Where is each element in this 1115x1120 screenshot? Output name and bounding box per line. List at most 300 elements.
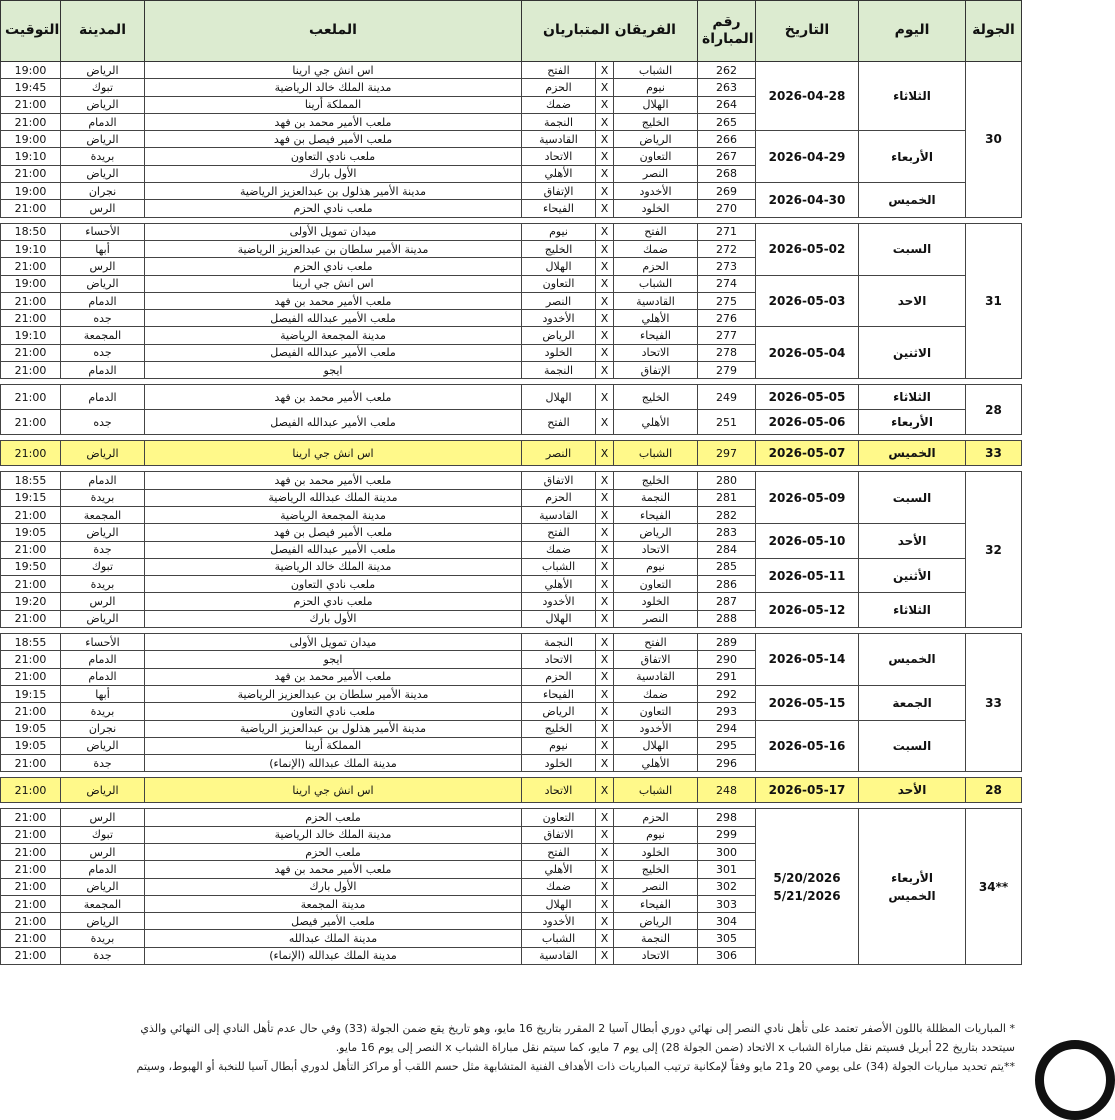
match-stadium: ملعب الأمير محمد بن فهد (145, 472, 522, 489)
versus-mark: X (596, 558, 614, 575)
versus-mark: X (596, 826, 614, 843)
footnote-3: **يتم تحديد مباريات الجولة (34) على يومي 20 و21 مايو وفقاً لإمكانية ترتيب المباريات ذات الأهداف الفنية المتشابهة مثل حسم اللقب أو مراكز التأهل لدوري أبطال آسيا للنخبة أو الهبوط، وسيتم (136, 1060, 1015, 1073)
match-time: 21:00 (1, 292, 61, 309)
home-team: الهلال (614, 96, 698, 113)
match-time: 18:55 (1, 634, 61, 651)
home-team: القادسية (614, 292, 698, 309)
match-day (859, 183, 966, 218)
match-time: 21:00 (1, 165, 61, 182)
match-stadium: مدينة الملك خالد الرياضية (145, 558, 522, 575)
home-team: الشباب (614, 275, 698, 292)
match-number: 297 (698, 441, 756, 466)
away-team: الهلال (522, 610, 596, 627)
match-stadium: مدينة الملك عبدالله (الإنماء) (145, 947, 522, 964)
match-date-line: 5/20/2026 (773, 870, 841, 885)
match-number: 294 (698, 720, 756, 737)
match-city: بريدة (61, 148, 145, 165)
match-time: 19:15 (1, 489, 61, 506)
away-team: الأهلي (522, 576, 596, 593)
match-time: 21:00 (1, 895, 61, 912)
home-team: الأخدود (614, 720, 698, 737)
match-row (1, 183, 1022, 200)
match-time: 21:00 (1, 113, 61, 130)
match-city: الرياض (61, 165, 145, 182)
match-number: 277 (698, 327, 756, 344)
match-number: 268 (698, 165, 756, 182)
match-time: 21:00 (1, 258, 61, 275)
match-date-line: 2026-05-09 (768, 490, 846, 505)
away-team: الاتحاد (522, 778, 596, 803)
match-date (756, 223, 859, 275)
match-row (1, 634, 1022, 651)
versus-mark: X (596, 755, 614, 772)
match-stadium: ملعب نادي التعاون (145, 576, 522, 593)
match-city: الرياض (61, 778, 145, 803)
match-number: 288 (698, 610, 756, 627)
match-city: المجمعة (61, 506, 145, 523)
match-date (756, 720, 859, 772)
match-number: 304 (698, 913, 756, 930)
match-stadium: اس انش جي ارينا (145, 778, 522, 803)
match-stadium: ايجو (145, 362, 522, 379)
home-team: الحزم (614, 258, 698, 275)
match-date-line: 2026-05-11 (768, 568, 846, 583)
match-number: 290 (698, 651, 756, 668)
away-team: ضمك (522, 96, 596, 113)
match-city: جده (61, 344, 145, 361)
home-team: الخلود (614, 843, 698, 860)
match-stadium: ملعب الأمير فيصل بن فهد (145, 131, 522, 148)
match-time: 21:00 (1, 506, 61, 523)
match-time: 21:00 (1, 809, 61, 826)
match-stadium: اس انش جي ارينا (145, 62, 522, 79)
home-team: الحزم (614, 809, 698, 826)
home-team: الأخدود (614, 183, 698, 200)
match-city: الرس (61, 843, 145, 860)
away-team: النجمة (522, 362, 596, 379)
match-city: بريدة (61, 489, 145, 506)
away-team: الأهلي (522, 165, 596, 182)
versus-mark: X (596, 79, 614, 96)
match-number: 281 (698, 489, 756, 506)
match-stadium: ملعب الأمير عبدالله الفيصل (145, 410, 522, 435)
match-stadium: ملعب نادي الحزم (145, 593, 522, 610)
match-stadium: مدينة المجمعة (145, 895, 522, 912)
match-city: الرياض (61, 610, 145, 627)
match-city: بريدة (61, 930, 145, 947)
home-team: الخليج (614, 861, 698, 878)
header-day: اليوم (859, 1, 966, 62)
match-date (756, 183, 859, 218)
away-team: الأخدود (522, 593, 596, 610)
away-team: الأهلي (522, 861, 596, 878)
match-city: بريدة (61, 576, 145, 593)
away-team: نيوم (522, 737, 596, 754)
home-team: الهلال (614, 737, 698, 754)
match-day-line: الأربعاء (891, 149, 933, 164)
away-team: النجمة (522, 634, 596, 651)
match-city: جده (61, 310, 145, 327)
versus-mark: X (596, 96, 614, 113)
away-team: الفيحاء (522, 200, 596, 217)
home-team: الخليج (614, 385, 698, 410)
match-city: الدمام (61, 668, 145, 685)
match-stadium: الأول بارك (145, 610, 522, 627)
match-time: 21:00 (1, 755, 61, 772)
match-stadium: مدينة الأمير سلطان بن عبدالعزيز الرياضية (145, 240, 522, 257)
match-date (756, 685, 859, 720)
match-day (859, 385, 966, 410)
versus-mark: X (596, 930, 614, 947)
match-date-line: 2026-05-05 (768, 390, 846, 405)
away-team: التعاون (522, 275, 596, 292)
away-team: الفتح (522, 524, 596, 541)
away-team: الفتح (522, 843, 596, 860)
away-team: الخلود (522, 755, 596, 772)
match-stadium: ملعب الحزم (145, 809, 522, 826)
match-date-line: 2026-05-03 (768, 294, 846, 308)
versus-mark: X (596, 385, 614, 410)
away-team: نيوم (522, 223, 596, 240)
match-stadium: مدينة الملك خالد الرياضية (145, 79, 522, 96)
versus-mark: X (596, 441, 614, 466)
home-team: الشباب (614, 441, 698, 466)
match-stadium: ميدان تمويل الأولى (145, 634, 522, 651)
match-city: الرياض (61, 62, 145, 79)
match-city: الرياض (61, 524, 145, 541)
match-stadium: مدينة الملك عبدالله الرياضية (145, 489, 522, 506)
round-number: 33 (966, 441, 1022, 466)
match-city: أبها (61, 685, 145, 702)
home-team: الاتحاد (614, 344, 698, 361)
home-team: الفتح (614, 634, 698, 651)
match-number: 266 (698, 131, 756, 148)
match-number: 279 (698, 362, 756, 379)
match-time: 19:00 (1, 62, 61, 79)
away-team: الحزم (522, 489, 596, 506)
versus-mark: X (596, 410, 614, 435)
match-time: 21:00 (1, 310, 61, 327)
away-team: القادسية (522, 947, 596, 964)
match-time: 18:50 (1, 223, 61, 240)
versus-mark: X (596, 685, 614, 702)
match-date (756, 62, 859, 131)
versus-mark: X (596, 200, 614, 217)
match-city: نجران (61, 720, 145, 737)
home-team: الأهلي (614, 410, 698, 435)
home-team: النصر (614, 610, 698, 627)
match-stadium: الأول بارك (145, 165, 522, 182)
away-team: الشباب (522, 558, 596, 575)
match-date (756, 558, 859, 593)
match-day (859, 441, 966, 466)
match-day-line: السبت (892, 490, 932, 505)
versus-mark: X (596, 240, 614, 257)
home-team: التعاون (614, 703, 698, 720)
match-time: 21:00 (1, 344, 61, 361)
match-time: 21:00 (1, 861, 61, 878)
versus-mark: X (596, 489, 614, 506)
home-team: نيوم (614, 79, 698, 96)
match-day-line: الجمعة (892, 695, 932, 710)
versus-mark: X (596, 861, 614, 878)
header-time: التوقيت (1, 1, 61, 62)
match-row (1, 558, 1022, 575)
match-time: 19:00 (1, 183, 61, 200)
match-time: 21:00 (1, 651, 61, 668)
match-city: الرس (61, 258, 145, 275)
match-time: 18:55 (1, 472, 61, 489)
match-row (1, 410, 1022, 435)
match-row (1, 593, 1022, 610)
match-stadium: ملعب الأمير محمد بن فهد (145, 668, 522, 685)
match-city: الرس (61, 809, 145, 826)
match-number: 291 (698, 668, 756, 685)
match-time: 19:15 (1, 685, 61, 702)
away-team: القادسية (522, 131, 596, 148)
match-number: 263 (698, 79, 756, 96)
match-stadium: مدينة الأمير سلطان بن عبدالعزيز الرياضية (145, 685, 522, 702)
match-stadium: مدينة الأمير هذلول بن عبدالعزيز الرياضية (145, 183, 522, 200)
match-stadium: ايجو (145, 651, 522, 668)
home-team: القادسية (614, 668, 698, 685)
match-number: 299 (698, 826, 756, 843)
match-time: 21:00 (1, 576, 61, 593)
match-city: الدمام (61, 113, 145, 130)
match-city: الرياض (61, 96, 145, 113)
match-date-line: 2026-05-04 (768, 345, 846, 360)
match-stadium: ملعب نادي التعاون (145, 703, 522, 720)
match-stadium: ملعب الأمير محمد بن فهد (145, 861, 522, 878)
away-team: الأخدود (522, 310, 596, 327)
home-team: الفتح (614, 223, 698, 240)
match-row (1, 778, 1022, 803)
match-number: 298 (698, 809, 756, 826)
match-day (859, 593, 966, 628)
match-time: 19:05 (1, 720, 61, 737)
match-number: 276 (698, 310, 756, 327)
match-date-line: 2026-05-07 (768, 446, 846, 461)
match-stadium: ملعب نادي الحزم (145, 200, 522, 217)
home-team: ضمك (614, 240, 698, 257)
match-row (1, 223, 1022, 240)
versus-mark: X (596, 668, 614, 685)
match-city: الرس (61, 593, 145, 610)
match-date-line: 2026-04-30 (768, 192, 846, 207)
match-number: 286 (698, 576, 756, 593)
match-time: 19:20 (1, 593, 61, 610)
header-match-number-line2: المباراة (702, 31, 754, 47)
match-row (1, 327, 1022, 344)
match-city: جده (61, 410, 145, 435)
match-time: 19:45 (1, 79, 61, 96)
home-team: الإتفاق (614, 362, 698, 379)
match-date-line: 2026-04-28 (768, 89, 846, 104)
match-stadium: ملعب الأمير محمد بن فهد (145, 113, 522, 130)
match-number: 248 (698, 778, 756, 803)
match-time: 19:10 (1, 240, 61, 257)
home-team: نيوم (614, 558, 698, 575)
match-time: 21:00 (1, 778, 61, 803)
home-team: الخليج (614, 113, 698, 130)
match-number: 272 (698, 240, 756, 257)
match-city: بريدة (61, 703, 145, 720)
versus-mark: X (596, 165, 614, 182)
match-number: 270 (698, 200, 756, 217)
match-number: 275 (698, 292, 756, 309)
match-day-line: الأحد (897, 534, 927, 549)
header-round: الجولة (966, 1, 1022, 62)
match-date-line: 5/21/2026 (773, 888, 841, 903)
match-time: 21:00 (1, 385, 61, 410)
match-day (859, 62, 966, 131)
home-team: الفيحاء (614, 327, 698, 344)
away-team: التعاون (522, 809, 596, 826)
home-team: الخليج (614, 472, 698, 489)
round-number: 28 (966, 778, 1022, 803)
away-team: الشباب (522, 930, 596, 947)
match-stadium: ملعب الأمير محمد بن فهد (145, 292, 522, 309)
match-city: الدمام (61, 292, 145, 309)
away-team: القادسية (522, 506, 596, 523)
away-team: الأخدود (522, 913, 596, 930)
match-date (756, 131, 859, 183)
match-number: 267 (698, 148, 756, 165)
versus-mark: X (596, 292, 614, 309)
header-match-number-line1: رقم (712, 13, 741, 30)
home-team: الفيحاء (614, 506, 698, 523)
match-city: الأحساء (61, 634, 145, 651)
match-stadium: مدينة الملك خالد الرياضية (145, 826, 522, 843)
match-stadium: ميدان تمويل الأولى (145, 223, 522, 240)
match-number: 278 (698, 344, 756, 361)
home-team: النجمة (614, 489, 698, 506)
away-team: الخليج (522, 240, 596, 257)
match-city: تبوك (61, 79, 145, 96)
home-team: الرياض (614, 131, 698, 148)
round-number: 34** (966, 809, 1022, 965)
match-number: 249 (698, 385, 756, 410)
match-row (1, 441, 1022, 466)
match-city: تبوك (61, 826, 145, 843)
match-day-line: الخميس (888, 652, 936, 667)
match-time: 19:00 (1, 131, 61, 148)
away-team: النصر (522, 292, 596, 309)
home-team: التعاون (614, 148, 698, 165)
away-team: النصر (522, 441, 596, 466)
match-time: 19:00 (1, 275, 61, 292)
home-team: الخلود (614, 200, 698, 217)
match-city: الرياض (61, 275, 145, 292)
match-number: 303 (698, 895, 756, 912)
home-team: التعاون (614, 576, 698, 593)
match-date-line: 2026-05-06 (768, 415, 846, 430)
match-time: 19:05 (1, 524, 61, 541)
round-number: 30 (966, 62, 1022, 218)
match-city: الدمام (61, 861, 145, 878)
versus-mark: X (596, 809, 614, 826)
home-team: الاتفاق (614, 651, 698, 668)
versus-mark: X (596, 223, 614, 240)
match-day (859, 778, 966, 803)
corner-logo-ring (1035, 1040, 1115, 1120)
match-number: 251 (698, 410, 756, 435)
match-date (756, 634, 859, 686)
versus-mark: X (596, 947, 614, 964)
match-day-line: الأثنين (892, 568, 932, 583)
versus-mark: X (596, 593, 614, 610)
versus-mark: X (596, 362, 614, 379)
away-team: النجمة (522, 113, 596, 130)
match-stadium: ملعب نادي التعاون (145, 148, 522, 165)
away-team: الاتفاق (522, 472, 596, 489)
match-time: 21:00 (1, 610, 61, 627)
match-city: الرياض (61, 913, 145, 930)
match-row (1, 385, 1022, 410)
versus-mark: X (596, 913, 614, 930)
match-day (859, 472, 966, 524)
footnotes (0, 1019, 1021, 1073)
home-team: الشباب (614, 778, 698, 803)
match-number: 300 (698, 843, 756, 860)
match-time: 19:10 (1, 148, 61, 165)
away-team: الحزم (522, 668, 596, 685)
match-time: 21:00 (1, 668, 61, 685)
match-time: 21:00 (1, 913, 61, 930)
match-city: الرياض (61, 441, 145, 466)
match-number: 296 (698, 755, 756, 772)
match-stadium: ملعب الأمير عبدالله الفيصل (145, 541, 522, 558)
match-number: 293 (698, 703, 756, 720)
match-date-line: 2026-05-02 (768, 242, 846, 257)
match-city: الأحساء (61, 223, 145, 240)
match-number: 301 (698, 861, 756, 878)
away-team: الخليج (522, 720, 596, 737)
versus-mark: X (596, 62, 614, 79)
versus-mark: X (596, 327, 614, 344)
versus-mark: X (596, 524, 614, 541)
match-stadium: ملعب الأمير عبدالله الفيصل (145, 344, 522, 361)
away-team: الهلال (522, 258, 596, 275)
match-day-line: الثلاثاء (893, 603, 931, 618)
match-day-line: الأربعاء (891, 870, 933, 885)
match-time: 21:00 (1, 441, 61, 466)
match-date (756, 275, 859, 327)
match-time: 21:00 (1, 843, 61, 860)
away-team: الهلال (522, 385, 596, 410)
match-stadium: مدينة الملك عبدالله (الإنماء) (145, 755, 522, 772)
match-number: 283 (698, 524, 756, 541)
match-row (1, 720, 1022, 737)
home-team: الرياض (614, 913, 698, 930)
match-date (756, 593, 859, 628)
match-city: نجران (61, 183, 145, 200)
match-date (756, 809, 859, 965)
match-date (756, 410, 859, 435)
away-team: الإتفاق (522, 183, 596, 200)
header-stadium: الملعب (145, 1, 522, 62)
away-team: الخلود (522, 344, 596, 361)
match-city: الرياض (61, 131, 145, 148)
match-city: جدة (61, 755, 145, 772)
versus-mark: X (596, 737, 614, 754)
match-number: 271 (698, 223, 756, 240)
away-team: الاتفاق (522, 826, 596, 843)
versus-mark: X (596, 720, 614, 737)
match-stadium: المملكة أرينا (145, 737, 522, 754)
versus-mark: X (596, 895, 614, 912)
match-stadium: مدينة الملك عبدالله (145, 930, 522, 947)
